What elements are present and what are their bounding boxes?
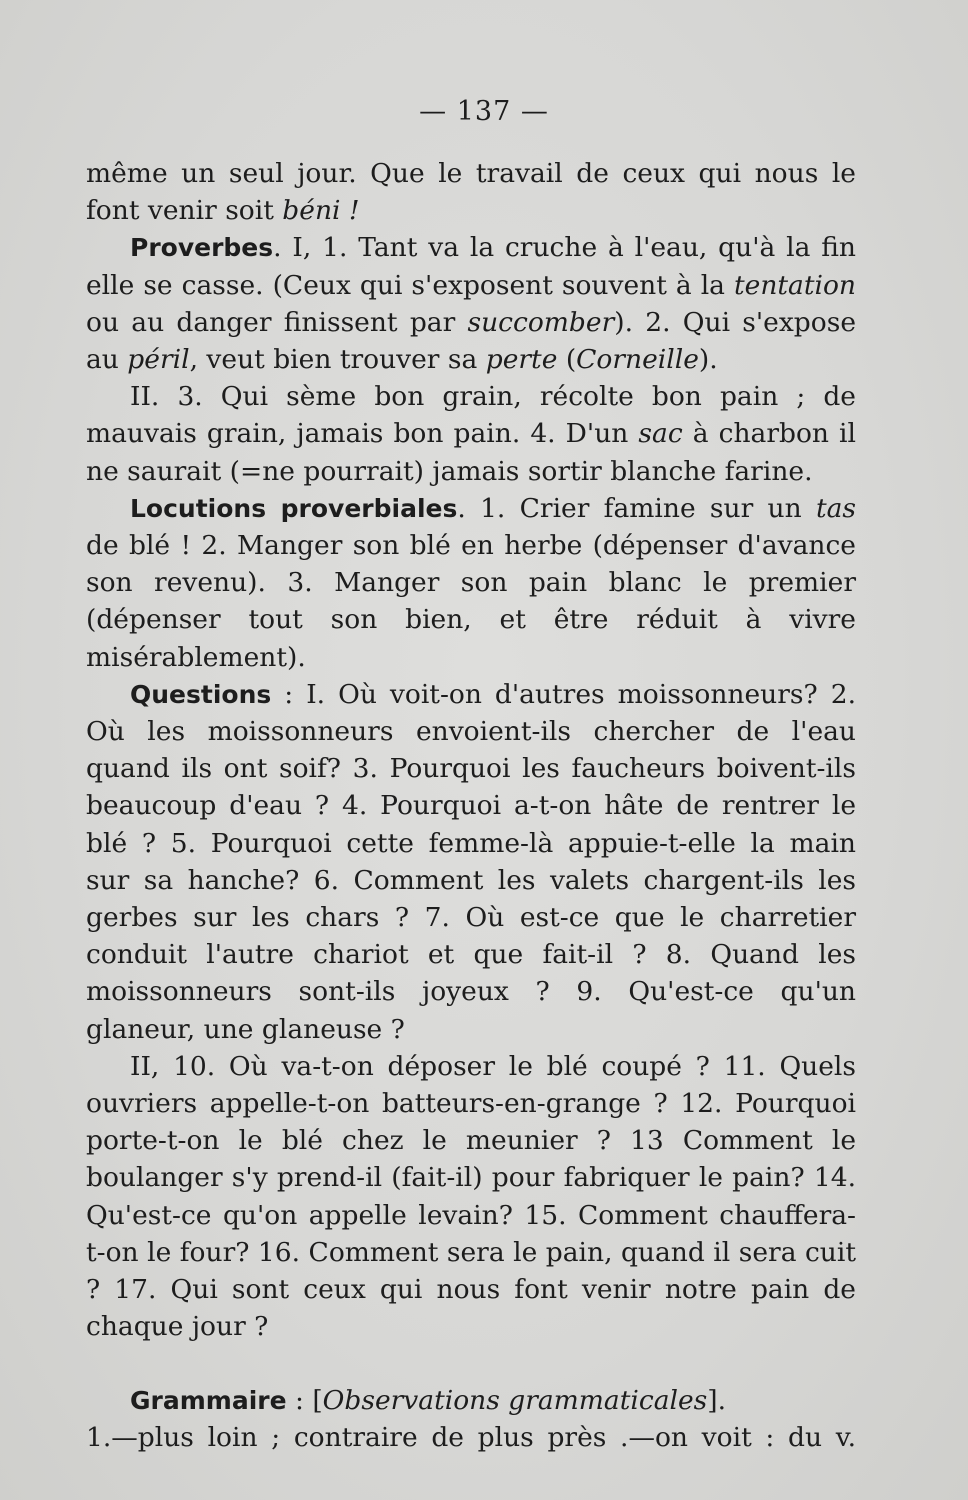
section-heading-locutions: Locutions proverbiales xyxy=(130,493,458,523)
paragraph-questions-ii: II, 10. Où va-t-on déposer le blé coupé ? 11. Quels ouvriers appelle-t-on batteurs-en-grange ? 12. Pourquoi porte-t-on le blé chez le meunier ? 13 Comment le boulanger s'y prend-il (fait-il) pour fabriquer le pain? 14. Qu'est-ce qu'on appelle levain? 15. Comment chauffera-t-on le four? 16. Comment sera le pain, quand il sera cuit ? 17. Qui sont ceux qui nous font venir notre pain de chaque jour ? xyxy=(86,1050,856,1343)
paragraph-locutions: Locutions proverbiales. 1. Crier famine sur un tas de blé ! 2. Manger son blé en herbe (dépenser d'avance son revenu). 3. Manger son pain blanc le premier (dépenser tout son bien, et être réduit à vivre misérablement). xyxy=(86,492,856,673)
paragraph-grammar-notes: 1.—plus loin ; contraire de plus près .—on voit : du v. xyxy=(86,1421,856,1453)
paragraph-proverbes: Proverbes. I, 1. Tant va la cruche à l'eau, qu'à la fin elle se casse. (Ceux qui s'exposent souvent à la tentation ou au danger finissent par succomber). 2. Qui s'expose au péril, veut bien trouver sa perte (Corneille). xyxy=(86,232,857,376)
paragraph-questions: Questions : I. Où voit-on d'autres moissonneurs? 2. Où les moissonneurs envoient-ils chercher de l'eau quand ils ont soif? 3. Pourquoi les faucheurs boivent-ils beaucoup d'eau ? 4. Pourquoi a-t-on hâte de rentrer le blé ? 5. Pourquoi cette femme-là appuie-t-elle la main sur sa hanche? 6. Comment les valets chargent-ils les gerbes sur les chars ? 7. Où est-ce que le charretier conduit l'autre chariot et que fait-il ? 8. Quand les moissonneurs sont-ils joyeux ? 9. Qu'est-ce qu'un glaneur, une glaneuse ? xyxy=(86,678,856,1045)
emphasis-text: tentation xyxy=(734,269,856,301)
page-number: — 137 — xyxy=(419,96,549,127)
emphasis-text: tas xyxy=(815,492,856,524)
section-heading-grammaire: Grammaire xyxy=(130,1385,287,1415)
emphasis-text: béni ! xyxy=(282,195,360,227)
section-heading-questions: Questions xyxy=(130,679,272,709)
spacer xyxy=(86,1346,856,1382)
section-heading-proverbes: Proverbes xyxy=(130,233,274,263)
page-body xyxy=(86,155,856,1456)
paragraph-grammaire: Grammaire : [Observations grammaticales]. xyxy=(130,1384,727,1416)
emphasis-text: péril xyxy=(127,344,190,376)
emphasis-text: sac xyxy=(638,418,683,450)
paragraph-intro: même un seul jour. Que le travail de ceux qui nous le font venir soit béni ! xyxy=(86,158,856,227)
emphasis-text: succomber xyxy=(467,306,615,338)
paragraph-proverbes-ii: II. 3. Qui sème bon grain, récolte bon pain ; de mauvais grain, jamais bon pain. 4. D'un sac à charbon il ne saurait (=ne pourrait) jamais sortir blanche farine. xyxy=(86,381,856,487)
emphasis-text: Observations grammaticales xyxy=(322,1384,708,1416)
emphasis-text: Corneille xyxy=(576,344,699,376)
emphasis-text: perte xyxy=(485,344,558,376)
